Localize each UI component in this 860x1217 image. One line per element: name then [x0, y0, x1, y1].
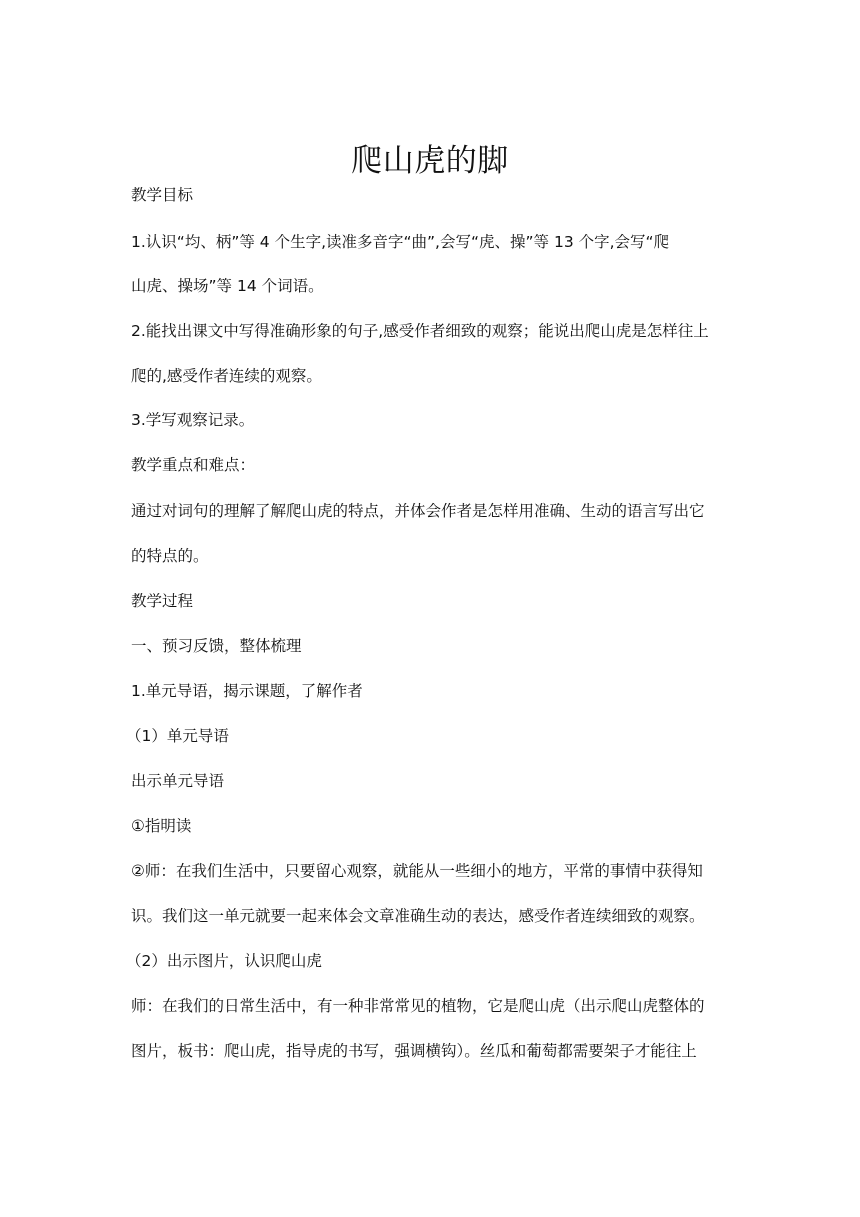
- paragraph-line: 2.能找出课文中写得准确形象的句子,感受作者细致的观察；能说出爬山虎是怎样往上: [131, 322, 709, 340]
- paragraph-line: （1）单元导语: [126, 727, 229, 745]
- section-heading-key-points: 教学重点和难点：: [131, 456, 256, 474]
- paragraph-line: 出示单元导语: [131, 772, 225, 790]
- paragraph-line: 的特点的。: [131, 547, 209, 565]
- paragraph-line: （2）出示图片，认识爬山虎: [126, 952, 322, 970]
- paragraph-line: 1.认识“均、柄”等 4 个生字,读准多音字“曲”,会写“虎、操”等 13 个字,会写“爬: [131, 233, 670, 251]
- section-heading-teaching-goals: 教学目标: [131, 186, 194, 204]
- section-heading-teaching-process: 教学过程: [131, 592, 194, 610]
- document-title: 爬山虎的脚: [351, 142, 509, 179]
- paragraph-line: 爬的,感受作者连续的观察。: [131, 367, 322, 385]
- paragraph-line: 通过对词句的理解了解爬山虎的特点，并体会作者是怎样用准确、生动的语言写出它: [131, 502, 705, 520]
- paragraph-line: 1.单元导语，揭示课题，了解作者: [131, 682, 363, 700]
- paragraph-line: 图片，板书：爬山虎，指导虎的书写，强调横钩）。丝瓜和葡萄都需要架子才能往上: [131, 1042, 697, 1060]
- paragraph-line: 3.学写观察记录。: [131, 411, 255, 429]
- paragraph-line: 师：在我们的日常生活中，有一种非常常见的植物，它是爬山虎（出示爬山虎整体的: [131, 997, 705, 1015]
- paragraph-line: 山虎、操场”等 14 个词语。: [131, 277, 324, 295]
- paragraph-line: ②师：在我们生活中，只要留心观察，就能从一些细小的地方，平常的事情中获得知: [131, 862, 703, 880]
- subsection-heading: 一、预习反馈，整体梳理: [131, 637, 302, 655]
- paragraph-line: ①指明读: [131, 817, 192, 835]
- paragraph-line: 识。我们这一单元就要一起来体会文章准确生动的表达，感受作者连续细致的观察。: [131, 907, 705, 925]
